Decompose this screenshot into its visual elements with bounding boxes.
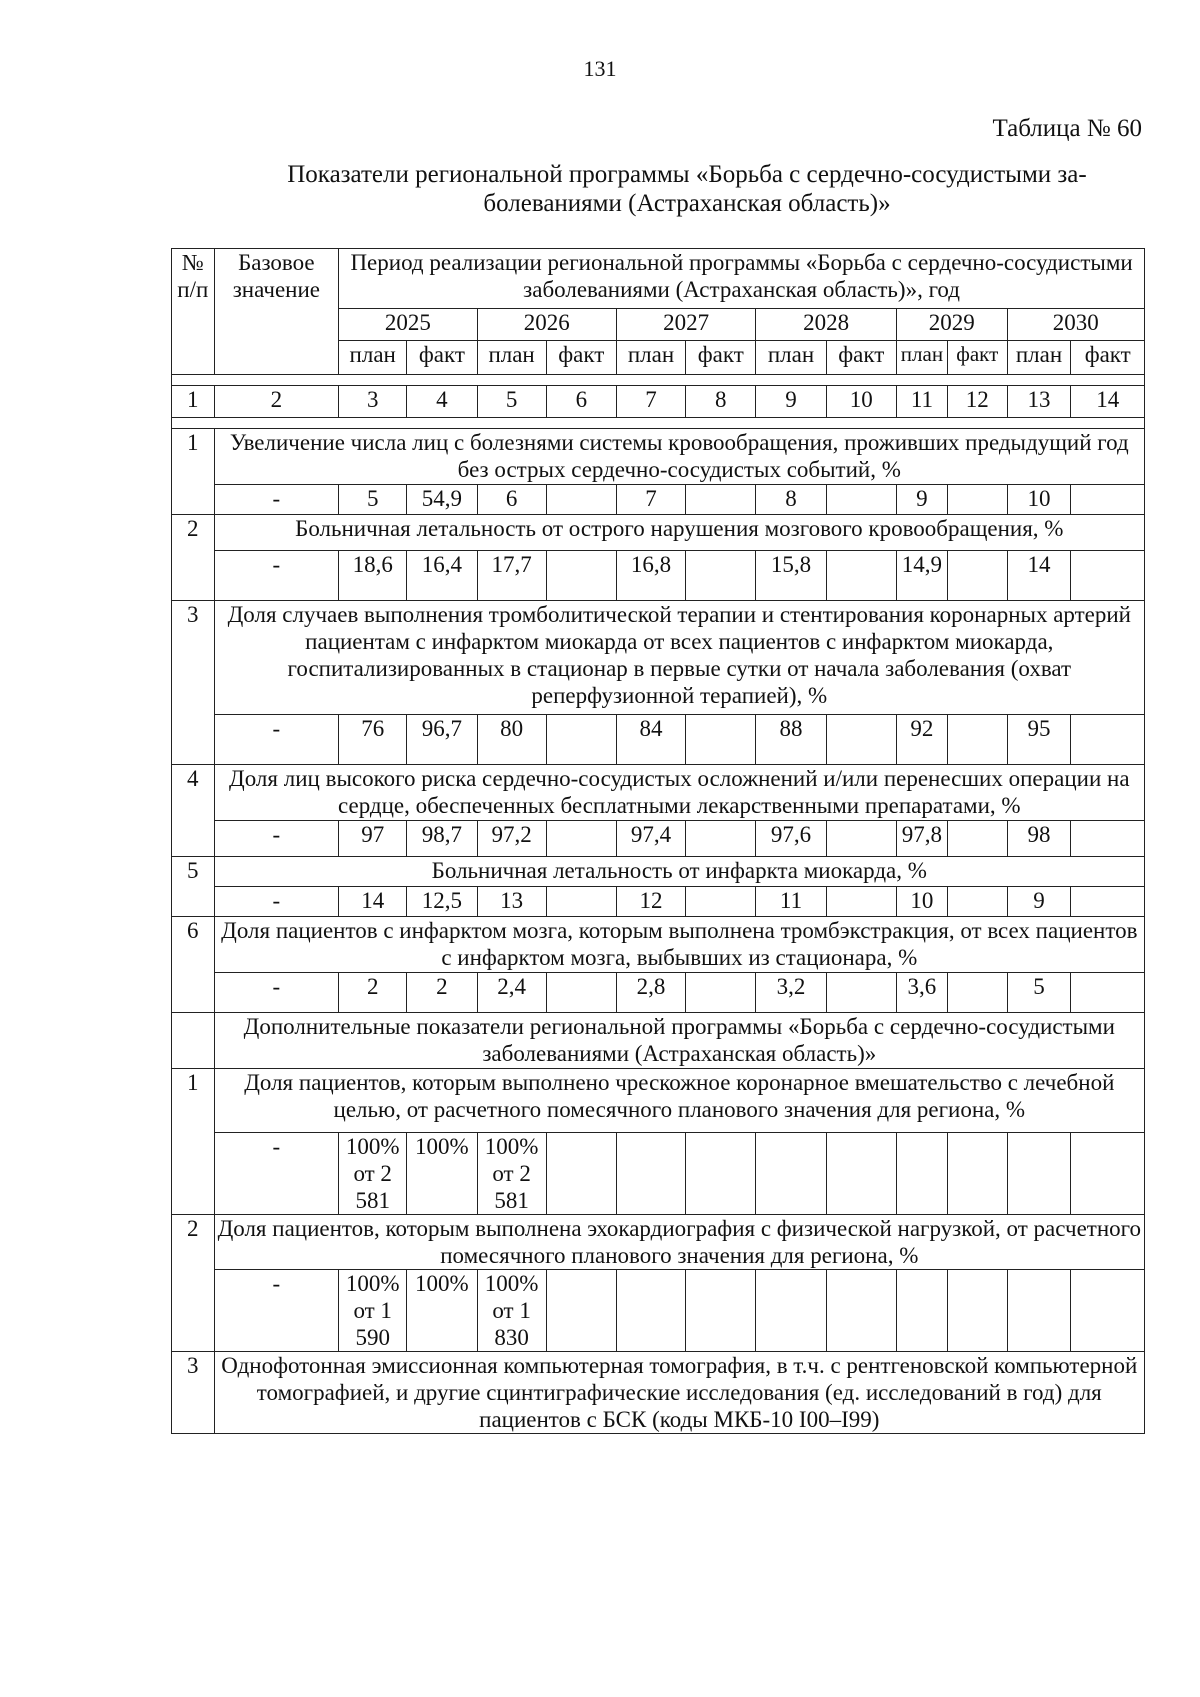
indicator-number: 5 xyxy=(172,857,215,917)
value-cell: 98 xyxy=(1007,821,1071,857)
value-cell xyxy=(756,1133,826,1215)
value-cell: 12,5 xyxy=(407,887,477,917)
gap-cell xyxy=(172,375,1145,386)
value-cell: 80 xyxy=(477,715,546,765)
value-cell: - xyxy=(214,715,339,765)
column-number: 6 xyxy=(546,386,616,418)
value-cell xyxy=(826,715,896,765)
value-cell xyxy=(1071,485,1145,515)
indicator-title-row xyxy=(172,429,1145,485)
fact-header: факт xyxy=(546,341,616,375)
year-header: 2026 xyxy=(477,309,616,341)
value-cell: 97,6 xyxy=(756,821,826,857)
value-cell: 5 xyxy=(339,485,407,515)
value-cell: 16,4 xyxy=(407,551,477,601)
column-number: 2 xyxy=(214,386,339,418)
column-number: 9 xyxy=(756,386,826,418)
value-cell xyxy=(686,821,756,857)
value-cell xyxy=(1071,715,1145,765)
value-cell: 2,4 xyxy=(477,973,546,1013)
indicator-title: Доля лиц высокого риска сердечно-сосудистых осложнений и/или перенесших операции на сердце, обеспеченных бесплатными лекарственными препаратами, % xyxy=(214,765,1144,821)
value-cell: 14 xyxy=(1007,551,1071,601)
value-cell: 9 xyxy=(896,485,947,515)
value-cell: 76 xyxy=(339,715,407,765)
value-cell xyxy=(686,485,756,515)
indicator-title: Больничная летальность от инфаркта миокарда, % xyxy=(214,857,1144,887)
additional-title: Однофотонная эмиссионная компьютерная томография, в т.ч. с рентгеновской компьютерной томографией, и другие сцинтиграфические исследования (ед. исследований в год) для пациентов с БСК (коды МКБ-10 I00–I99) xyxy=(214,1352,1144,1434)
column-number: 14 xyxy=(1071,386,1145,418)
fact-header: факт xyxy=(947,341,1007,375)
value-cell xyxy=(896,1270,947,1352)
column-number: 12 xyxy=(947,386,1007,418)
indicator-values-row xyxy=(172,715,1145,765)
value-cell xyxy=(616,1270,685,1352)
column-number: 3 xyxy=(339,386,407,418)
value-cell: 8 xyxy=(756,485,826,515)
indicator-number: 2 xyxy=(172,515,215,601)
plan-header: план xyxy=(896,341,947,375)
base-col-header: Базовое значение xyxy=(214,249,339,375)
value-cell xyxy=(826,887,896,917)
value-cell xyxy=(1007,1270,1071,1352)
column-number: 4 xyxy=(407,386,477,418)
year-header: 2027 xyxy=(616,309,755,341)
year-header: 2025 xyxy=(339,309,477,341)
value-cell xyxy=(826,973,896,1013)
value-cell xyxy=(826,551,896,601)
value-cell: - xyxy=(214,973,339,1013)
column-number: 11 xyxy=(896,386,947,418)
value-cell xyxy=(1071,1270,1145,1352)
indicator-title-row xyxy=(172,601,1145,715)
value-cell: - xyxy=(214,821,339,857)
value-cell: 97,2 xyxy=(477,821,546,857)
indicator-values-row xyxy=(172,485,1145,515)
plan-header: план xyxy=(477,341,546,375)
gap-row xyxy=(172,418,1145,429)
value-cell: 100% от 2 581 xyxy=(477,1133,546,1215)
fact-header: факт xyxy=(686,341,756,375)
value-cell xyxy=(947,973,1007,1013)
indicator-number: 3 xyxy=(172,601,215,765)
value-cell: - xyxy=(214,1270,339,1352)
additional-values-row xyxy=(172,1270,1145,1352)
plan-header: план xyxy=(1007,341,1071,375)
value-cell: 12 xyxy=(616,887,685,917)
indicator-number: 6 xyxy=(172,917,215,1013)
additional-title-row xyxy=(172,1069,1145,1133)
value-cell: 96,7 xyxy=(407,715,477,765)
value-cell xyxy=(947,485,1007,515)
value-cell xyxy=(826,1133,896,1215)
value-cell: 100% xyxy=(407,1270,477,1352)
value-cell: 10 xyxy=(896,887,947,917)
value-cell: 7 xyxy=(616,485,685,515)
value-cell: 84 xyxy=(616,715,685,765)
indicator-title: Доля пациентов с инфарктом мозга, которым выполнена тромбэкстракция, от всех пациентов с инфарктом мозга, выбывших из стационара, % xyxy=(214,917,1144,973)
value-cell: 100% от 2 581 xyxy=(339,1133,407,1215)
table-caption: Таблица № 60 xyxy=(992,115,1142,142)
column-number: 5 xyxy=(477,386,546,418)
value-cell: 17,7 xyxy=(477,551,546,601)
gap-row xyxy=(172,375,1145,386)
value-cell xyxy=(1071,551,1145,601)
indicator-title: Увеличение числа лиц с болезнями системы кровообращения, проживших предыдущий год без острых сердечно-сосудистых событий, % xyxy=(214,429,1144,485)
value-cell: 6 xyxy=(477,485,546,515)
plan-header: план xyxy=(339,341,407,375)
plan-header: план xyxy=(756,341,826,375)
page-number: 131 xyxy=(583,56,617,81)
title-line: болеваниями (Астраханская область)» xyxy=(483,190,891,217)
additional-title-row xyxy=(172,1215,1145,1270)
value-cell: 54,9 xyxy=(407,485,477,515)
value-cell: 97,8 xyxy=(896,821,947,857)
gap-cell xyxy=(172,418,1145,429)
additional-number: 3 xyxy=(172,1352,215,1434)
indicator-title-row xyxy=(172,515,1145,551)
value-cell xyxy=(947,551,1007,601)
column-numbers-row xyxy=(172,386,1145,418)
column-number: 7 xyxy=(616,386,685,418)
value-cell xyxy=(546,887,616,917)
fact-header: факт xyxy=(407,341,477,375)
value-cell xyxy=(947,821,1007,857)
value-cell: 97 xyxy=(339,821,407,857)
value-cell: - xyxy=(214,887,339,917)
title-line: Показатели региональной программы «Борьба с сердечно-сосудистыми за- xyxy=(287,161,1087,188)
additional-title: Доля пациентов, которым выполнено чрескожное коронарное вмешательство с лечебной целью, от расчетного помесячного планового значения для региона, % xyxy=(214,1069,1144,1133)
value-cell xyxy=(686,887,756,917)
value-cell xyxy=(756,1270,826,1352)
value-cell xyxy=(546,1270,616,1352)
column-number: 10 xyxy=(826,386,896,418)
value-cell xyxy=(1007,1133,1071,1215)
value-cell xyxy=(546,485,616,515)
indicator-title: Доля случаев выполнения тромболитической терапии и стентирования коронарных артерий пациентам с инфарктом миокарда от всех пациентов с инфарктом миокарда, госпитализированных в стационар в первые сутки от начала заболевания (охват реперфузионной терапией), % xyxy=(214,601,1144,715)
value-cell xyxy=(826,485,896,515)
additional-title: Доля пациентов, которым выполнена эхокардиография с физической нагрузкой, от расчетного помесячного планового значения для региона, % xyxy=(214,1215,1144,1270)
column-number: 1 xyxy=(172,386,215,418)
indicator-values-row xyxy=(172,887,1145,917)
value-cell: 14 xyxy=(339,887,407,917)
additional-title-row xyxy=(172,1352,1145,1434)
indicator-title-row xyxy=(172,857,1145,887)
value-cell xyxy=(686,551,756,601)
indicator-values-row xyxy=(172,551,1145,601)
indicator-values-row xyxy=(172,973,1145,1013)
num-col-header: № п/п xyxy=(172,249,215,375)
value-cell: - xyxy=(214,485,339,515)
value-cell: 16,8 xyxy=(616,551,685,601)
value-cell xyxy=(546,1133,616,1215)
value-cell xyxy=(546,715,616,765)
value-cell xyxy=(546,551,616,601)
value-cell xyxy=(826,1270,896,1352)
year-header: 2030 xyxy=(1007,309,1144,341)
year-header: 2028 xyxy=(756,309,897,341)
value-cell xyxy=(686,973,756,1013)
fact-header: факт xyxy=(1071,341,1145,375)
value-cell: 92 xyxy=(896,715,947,765)
indicators-table xyxy=(171,248,1145,1434)
period-header: Период реализации региональной программы «Борьба с сердечно-сосудистыми заболеваниями (Астраханская область)», год xyxy=(339,249,1145,309)
additional-section-title: Дополнительные показатели региональной программы «Борьба с сердечно-сосудистыми заболеваниями (Астраханская область)» xyxy=(214,1013,1144,1069)
indicator-values-row xyxy=(172,821,1145,857)
value-cell xyxy=(616,1133,685,1215)
table-body xyxy=(172,249,1145,1434)
value-cell xyxy=(947,1270,1007,1352)
value-cell xyxy=(686,715,756,765)
value-cell: - xyxy=(214,1133,339,1215)
plan-header: план xyxy=(616,341,685,375)
value-cell: 97,4 xyxy=(616,821,685,857)
value-cell: 11 xyxy=(756,887,826,917)
value-cell xyxy=(546,973,616,1013)
value-cell: 98,7 xyxy=(407,821,477,857)
document-title xyxy=(232,160,1142,218)
value-cell: 95 xyxy=(1007,715,1071,765)
value-cell: 100% от 1 830 xyxy=(477,1270,546,1352)
value-cell: 13 xyxy=(477,887,546,917)
additional-header-row xyxy=(172,1013,1145,1069)
value-cell: - xyxy=(214,551,339,601)
value-cell: 88 xyxy=(756,715,826,765)
value-cell xyxy=(947,887,1007,917)
value-cell: 10 xyxy=(1007,485,1071,515)
value-cell: 100% от 1 590 xyxy=(339,1270,407,1352)
value-cell xyxy=(947,715,1007,765)
year-header: 2029 xyxy=(896,309,1007,341)
additional-values-row xyxy=(172,1133,1145,1215)
value-cell: 9 xyxy=(1007,887,1071,917)
value-cell: 3,2 xyxy=(756,973,826,1013)
indicator-number: 4 xyxy=(172,765,215,857)
value-cell: 2 xyxy=(339,973,407,1013)
value-cell xyxy=(1071,887,1145,917)
value-cell: 100% xyxy=(407,1133,477,1215)
value-cell xyxy=(1071,1133,1145,1215)
value-cell xyxy=(686,1270,756,1352)
value-cell xyxy=(947,1133,1007,1215)
column-number: 8 xyxy=(686,386,756,418)
value-cell xyxy=(826,821,896,857)
indicator-number: 1 xyxy=(172,429,215,515)
value-cell: 2 xyxy=(407,973,477,1013)
value-cell xyxy=(1071,973,1145,1013)
indicator-title: Больничная летальность от острого нарушения мозгового кровообращения, % xyxy=(214,515,1144,551)
header-row xyxy=(172,249,1145,309)
value-cell: 14,9 xyxy=(896,551,947,601)
value-cell: 18,6 xyxy=(339,551,407,601)
value-cell xyxy=(546,821,616,857)
value-cell xyxy=(896,1133,947,1215)
indicator-title-row xyxy=(172,765,1145,821)
additional-number: 1 xyxy=(172,1069,215,1215)
value-cell xyxy=(686,1133,756,1215)
additional-number: 2 xyxy=(172,1215,215,1352)
indicator-title-row xyxy=(172,917,1145,973)
value-cell: 5 xyxy=(1007,973,1071,1013)
value-cell xyxy=(1071,821,1145,857)
value-cell: 3,6 xyxy=(896,973,947,1013)
empty-cell xyxy=(172,1013,215,1069)
value-cell: 15,8 xyxy=(756,551,826,601)
value-cell: 2,8 xyxy=(616,973,685,1013)
column-number: 13 xyxy=(1007,386,1071,418)
fact-header: факт xyxy=(826,341,896,375)
